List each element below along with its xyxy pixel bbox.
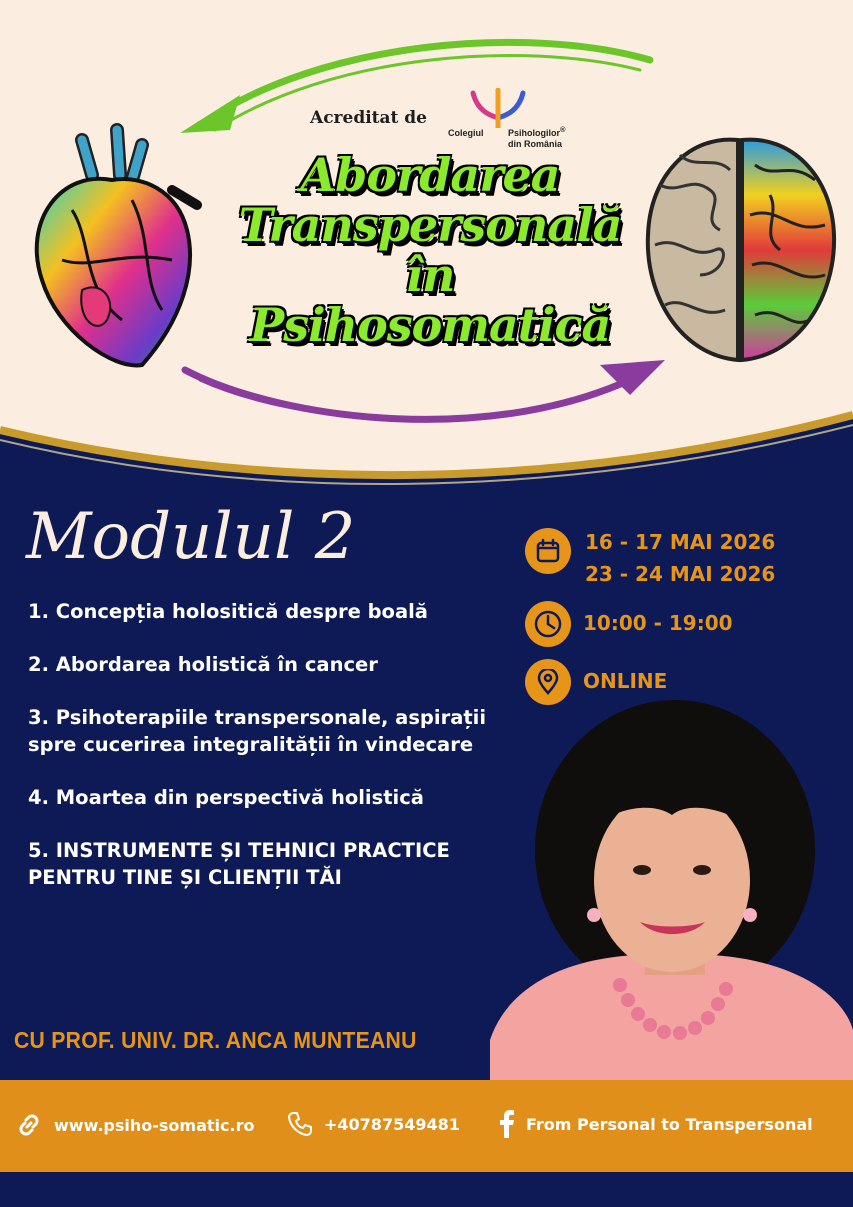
page-title [230,150,630,350]
list-item: 5. INSTRUMENTE ȘI TEHNICI PRACTICE PENTRU TINE ȘI CLIENȚII TĂI [28,839,450,889]
footer [0,1080,853,1172]
bottom-strip [0,1172,853,1207]
accredited-label: Acreditat de [310,108,427,128]
location-row [525,659,667,705]
list-item: 2. Abordarea holistică în cancer [28,653,378,676]
website-link[interactable] [14,1110,254,1140]
title-line-1: Abordarea [300,148,560,202]
phone-icon [286,1110,314,1138]
dates-row [525,528,775,590]
accreditor-line1: Colegiul [448,128,484,138]
phone-text: +40787549481 [324,1114,460,1134]
time-row [525,601,733,647]
clock-icon [525,601,571,647]
facebook-text: From Personal to Transpersonal [526,1114,813,1134]
time-range: 10:00 - 19:00 [583,611,733,635]
date-range-2: 23 - 24 MAI 2026 [585,562,776,586]
location: ONLINE [583,669,668,693]
list-item: 1. Concepția holositică despre boală [28,600,428,623]
heart-illustration-icon [22,120,202,380]
accreditor-line2-3: Psihologilor® din România [508,125,566,149]
green-arrow-icon [170,30,670,150]
link-icon [14,1110,44,1140]
facebook-icon [498,1110,516,1138]
presenter-name: CU PROF. UNIV. DR. ANCA MUNTEANU [14,1027,417,1053]
website-text: www.psiho-somatic.ro [54,1115,255,1135]
date-range-1: 16 - 17 MAI 2026 [585,530,776,554]
title-line-3: în [405,248,455,302]
list-item: 4. Moartea din perspectivă holistică [28,786,424,809]
topics-list [28,598,498,917]
location-pin-icon [525,659,571,705]
title-line-4: Psihosomatică [249,298,611,352]
brain-illustration-icon [640,125,840,375]
list-item: 3. Psihoterapiile transpersonale, aspirații spre cucerirea integralității în vindecare [28,706,487,756]
title-line-2: Transpersonală [238,198,622,252]
calendar-icon [525,528,571,574]
facebook-link[interactable] [498,1110,813,1138]
psi-logo-icon [468,88,528,128]
phone-link[interactable] [286,1110,460,1138]
presenter-photo [490,700,853,1080]
accreditor-logo [440,88,580,150]
module-title: Modulul 2 [26,500,356,574]
